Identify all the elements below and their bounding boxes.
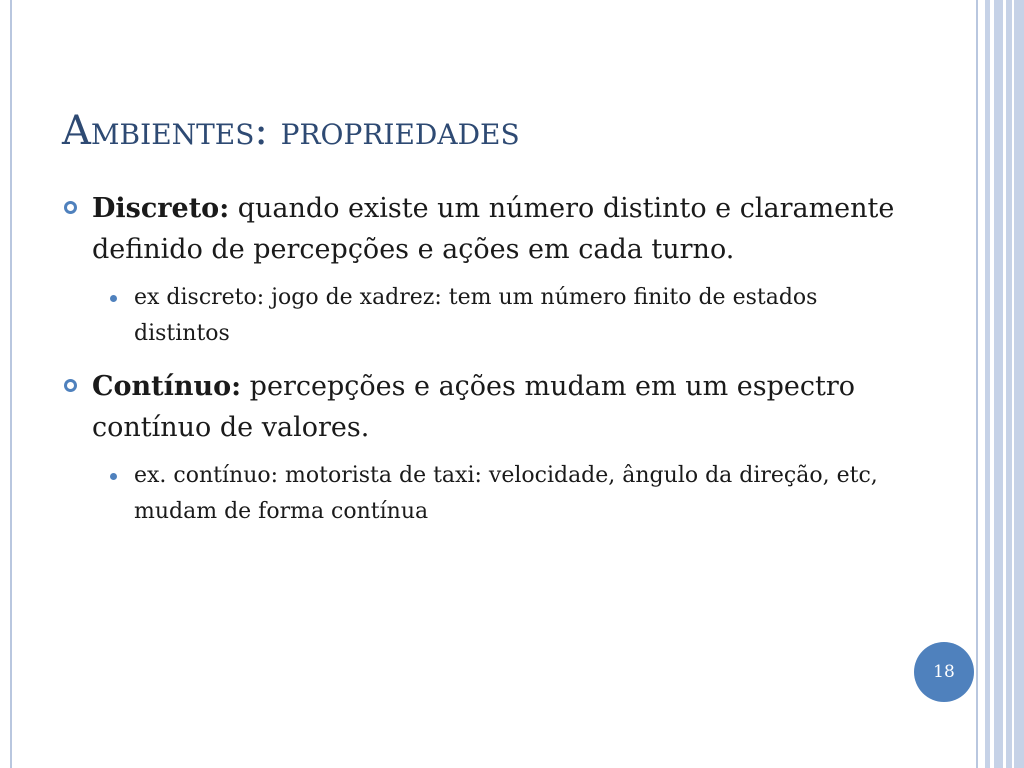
- circle-bullet-icon: [64, 201, 77, 214]
- dot-bullet-icon: [110, 295, 117, 302]
- frame-stripe: [1012, 0, 1014, 768]
- term-discreto: Discreto:: [92, 193, 230, 224]
- frame-line-left: [10, 0, 12, 768]
- circle-bullet-icon: [64, 379, 77, 392]
- slide-content: [62, 188, 912, 544]
- page-number-badge: 18: [914, 642, 974, 702]
- sub-bullet-item-discreto: [62, 280, 912, 352]
- slide-title: Ambientes: propriedades: [62, 108, 520, 154]
- frame-line-right: [976, 0, 978, 768]
- sub-bullet-item-continuo: [62, 458, 912, 530]
- description-discreto: quando existe um número distinto e claramente definido de percepções e ações em cada turno.: [92, 193, 895, 265]
- bullet-item-continuo: [62, 366, 912, 448]
- description-continuo: percepções e ações mudam em um espectro contínuo de valores.: [92, 371, 856, 443]
- example-continuo: ex. contínuo: motorista de taxi: velocidade, ângulo da direção, etc, mudam de forma contínua: [134, 463, 878, 524]
- frame-stripe: [1003, 0, 1006, 768]
- term-continuo: Contínuo:: [92, 371, 242, 402]
- dot-bullet-icon: [110, 473, 117, 480]
- bullet-item-discreto: [62, 188, 912, 270]
- example-discreto: ex discreto: jogo de xadrez: tem um número finito de estados distintos: [134, 285, 818, 346]
- frame-stripe: [990, 0, 994, 768]
